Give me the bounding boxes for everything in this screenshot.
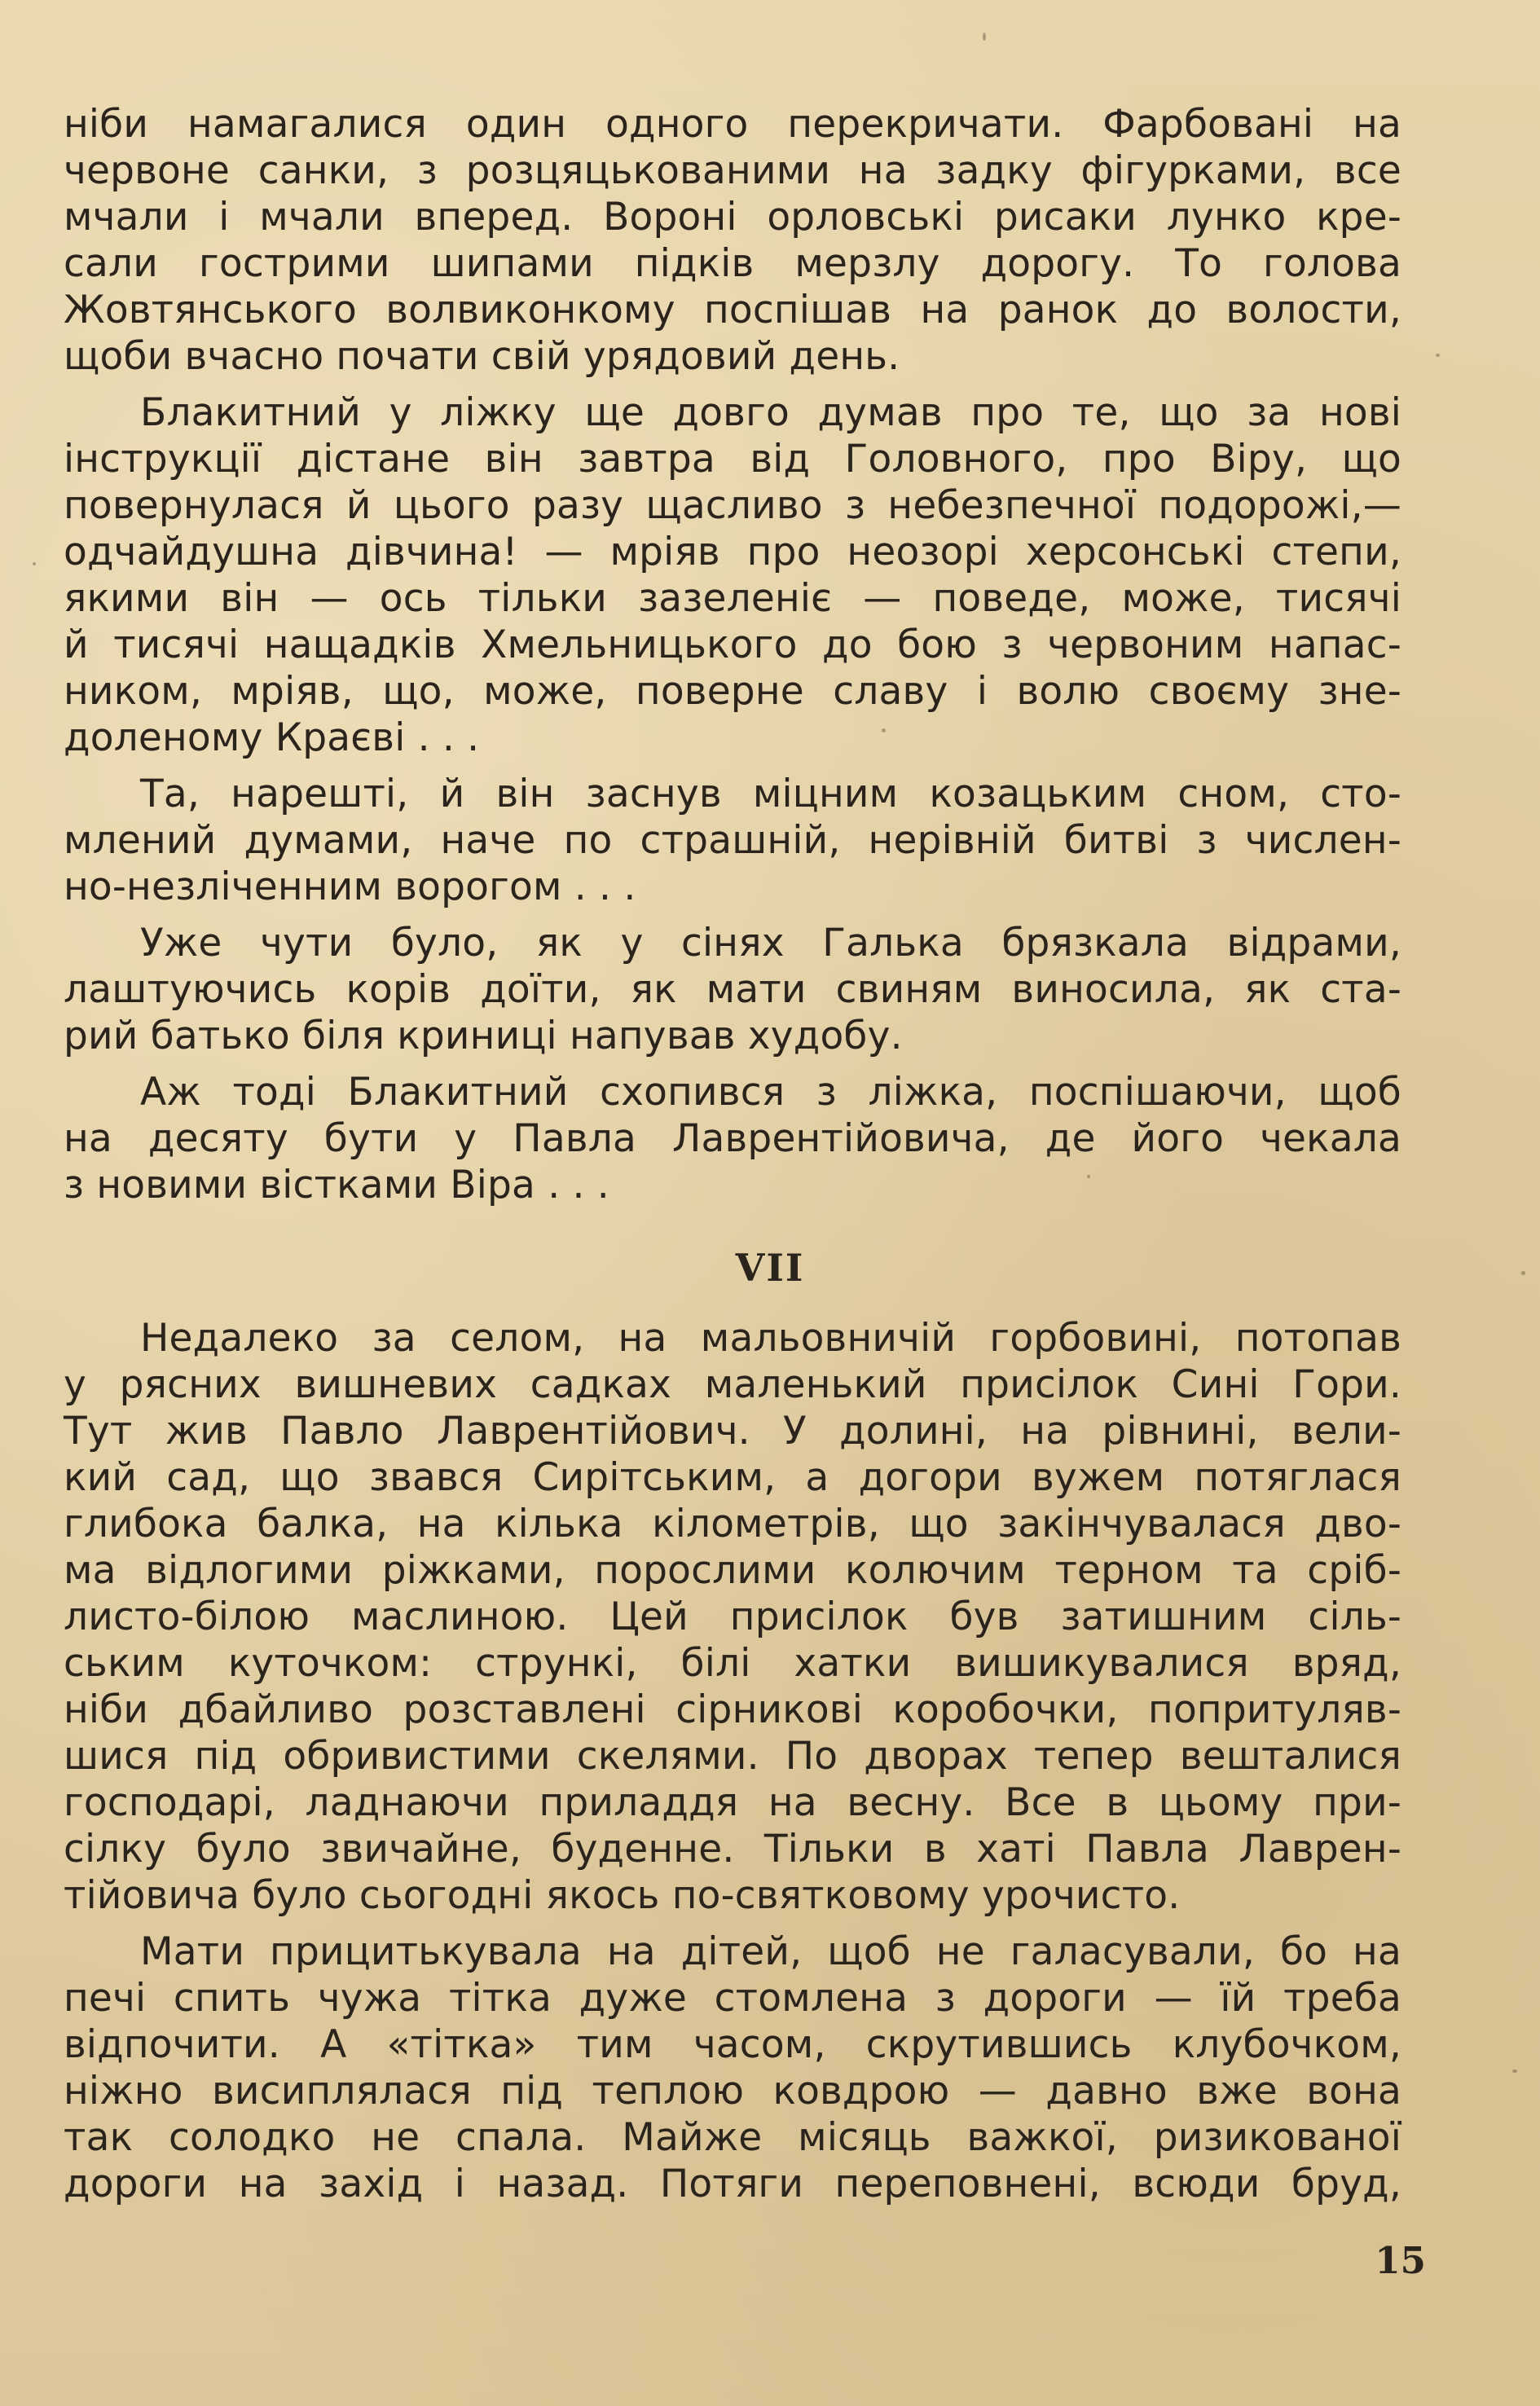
chapter-heading: VII <box>735 1246 805 1290</box>
text-line: лаштуючись корів доїти, як мати свиням виносила, як ста- <box>64 967 1401 1012</box>
text-line: Тут жив Павло Лаврентійович. У долині, на рівнині, вели- <box>64 1409 1401 1454</box>
paper-speck <box>33 562 36 565</box>
text-line: Недалеко за селом, на мальовничій горбовині, потопав <box>140 1316 1401 1361</box>
text-line: ніжно висиплялася під теплою ковдрою — давно вже вона <box>64 2069 1401 2113</box>
paper-speck <box>882 728 886 732</box>
text-line: ніби дбайливо розставлені сірникові коробочки, попритуляв- <box>64 1687 1401 1732</box>
text-line: щоби вчасно почати свій урядовий день. <box>64 334 900 379</box>
paper-speck <box>1512 2070 1517 2073</box>
paper-speck <box>1436 354 1440 357</box>
text-line: Уже чути було, як у сінях Галька брязкала відрами, <box>140 921 1401 965</box>
text-line: шися під обривистими скелями. По дворах тепер вешталися <box>64 1734 1401 1779</box>
text-line: з новими вістками Віра . . . <box>64 1163 609 1207</box>
text-line: у рясних вишневих садках маленький присілок Сині Гори. <box>64 1362 1401 1407</box>
text-line: Жовтянського волвиконкому поспішав на ранок до волости, <box>64 288 1401 332</box>
text-line: листо-білою маслиною. Цей присілок був затишним сіль- <box>64 1594 1401 1639</box>
text-line: господарі, ладнаючи приладдя на весну. Все в цьому при- <box>64 1780 1401 1825</box>
text-line: Та, нарешті, й він заснув міцним козацьким сном, сто- <box>140 772 1401 816</box>
text-line: печі спить чужа тітка дуже стомлена з дороги — їй треба <box>64 1976 1401 2021</box>
paper-speck <box>1087 1175 1090 1178</box>
text-block-bottom <box>64 1315 1401 2207</box>
text-line: ським куточком: стрункі, білі хатки вишикувалися вряд, <box>64 1641 1401 1686</box>
text-line: рий батько біля криниці напував худобу. <box>64 1014 903 1058</box>
text-line: Аж тоді Блакитний схопився з ліжка, поспішаючи, щоб <box>140 1070 1401 1115</box>
text-line: інструкції дістане він завтра від Головного, про Віру, що <box>64 437 1401 482</box>
text-line: й тисячі нащадків Хмельницького до бою з червоним напас- <box>64 622 1401 667</box>
text-line: Блакитний у ліжку ще довго думав про те, що за нові <box>140 390 1401 435</box>
text-line: млений думами, наче по страшній, нерівній битві з числен- <box>64 818 1401 863</box>
text-line: сали гострими шипами підків мерзлу дорогу. То голова <box>64 241 1401 286</box>
text-line: мчали і мчали вперед. Вороні орловські рисаки лунко кре- <box>64 195 1401 240</box>
paper-speck <box>1521 1271 1525 1275</box>
text-line: повернулася й цього разу щасливо з небезпечної подорожі,— <box>64 483 1401 528</box>
text-line: сілку було звичайне, буденне. Тільки в хаті Павла Лаврен- <box>64 1827 1401 1872</box>
text-line: Мати прицитькувала на дітей, щоб не галасували, бо на <box>140 1929 1401 1974</box>
paper-speck <box>983 33 986 41</box>
text-line: червоне санки, з розцяцькованими на задку фігурками, все <box>64 148 1401 193</box>
text-line: на десяту бути у Павла Лаврентійовича, де його чекала <box>64 1116 1401 1161</box>
text-line: відпочити. А «тітка» тим часом, скрутившись клубочком, <box>64 2022 1401 2067</box>
text-line: так солодко не спала. Майже місяць важкої, ризикованої <box>64 2115 1401 2160</box>
text-line: дороги на захід і назад. Потяги переповнені, всюди бруд, <box>64 2162 1401 2206</box>
text-line: кий сад, що звався Сирітським, а догори вужем потяглася <box>64 1455 1401 1500</box>
text-line: глибока балка, на кілька кілометрів, що закінчувалася дво- <box>64 1502 1401 1546</box>
text-line: ником, мріяв, що, може, поверне славу і волю своєму зне- <box>64 669 1401 714</box>
text-line: но-незліченним ворогом . . . <box>64 864 636 909</box>
text-line: доленому Краєві . . . <box>64 715 480 760</box>
text-line: тійовича було сьогодні якось по-святковому урочисто. <box>64 1873 1181 1918</box>
text-line: якими він — ось тільки зазеленіє — поведе, може, тисячі <box>64 576 1401 621</box>
text-line: ніби намагалися один одного перекричати. Фарбовані на <box>64 102 1401 147</box>
text-line: одчайдушна дівчина! — мріяв про неозорі херсонські степи, <box>64 530 1401 574</box>
page-number: 15 <box>1375 2239 1426 2282</box>
text-block-top <box>64 101 1401 1208</box>
text-line: ма відлогими ріжками, порослими колючим терном та сріб- <box>64 1548 1401 1593</box>
